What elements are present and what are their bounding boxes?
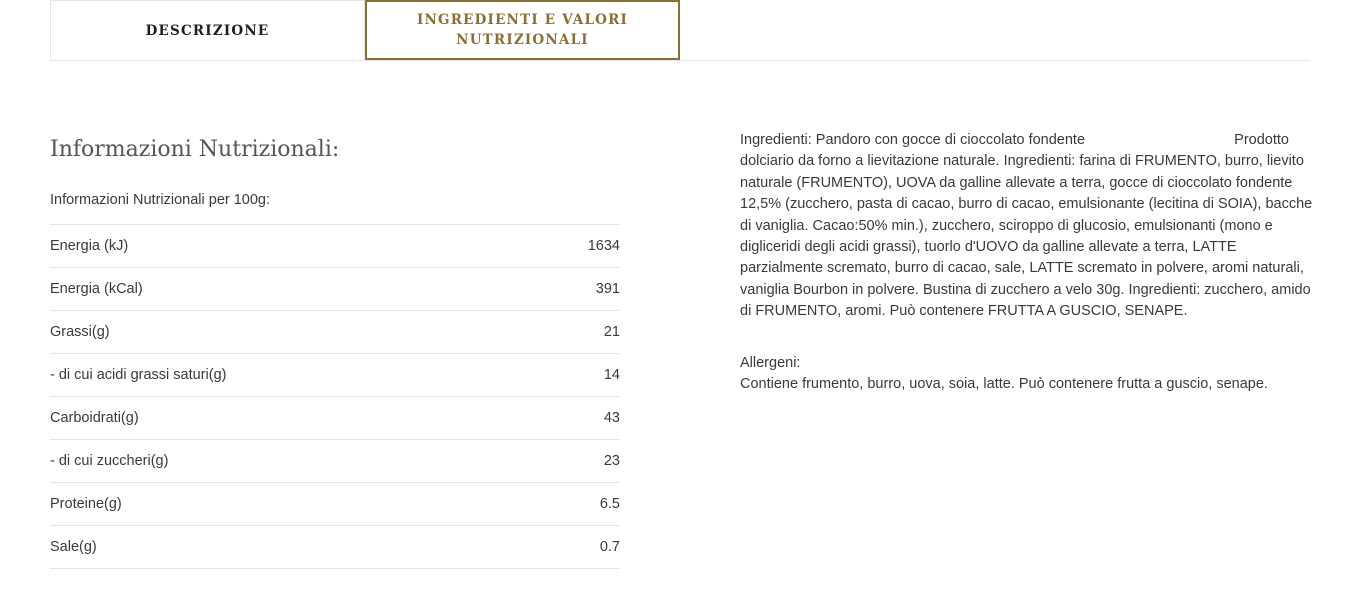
nutrient-value: 14 bbox=[603, 367, 620, 383]
table-row bbox=[50, 311, 620, 354]
table-row bbox=[50, 526, 620, 569]
nutrition-subtitle: Informazioni Nutrizionali per 100g: bbox=[50, 192, 271, 208]
nutrition-table bbox=[50, 224, 620, 569]
nutrient-value: 391 bbox=[595, 281, 620, 297]
nutrient-value: 6.5 bbox=[599, 496, 620, 512]
nutrient-label: Carboidrati(g) bbox=[50, 410, 139, 426]
tab-description-label: DESCRIZIONE bbox=[145, 22, 270, 39]
ingredients-text: dolciario da forno a lievitazione naturale. Ingredienti: farina di FRUMENTO, burro, lievito naturale (FRUMENTO), UOVA da galline allevate a terra, gocce di cioccolato fondente 12,5% (zucchero, pasta di cacao, burro di cacao, emulsionante (lecitina di SOIA), bacche di vaniglia. Cacao:50% min.), zucchero, sciroppo di glucosio, emulsionanti (mono e digliceridi degli acidi grassi), tuorlo d'UOVO da galline allevate a terra, LATTE parzialmente scremato, burro di cacao, sale, LATTE scremato in polvere, aromi naturali, vaniglia Bourbon in polvere. Bustina di zucchero a velo 30g. Ingredienti: zucchero, amido di FRUMENTO, aromi. Può contenere FRUTTA A GUSCIO, SENAPE. bbox=[740, 153, 1313, 320]
nutrient-label: Energia (kJ) bbox=[50, 238, 129, 254]
tab-description[interactable] bbox=[50, 0, 365, 60]
nutrient-value: 23 bbox=[603, 453, 620, 469]
nutrient-value: 1634 bbox=[587, 238, 620, 254]
ingredients-section bbox=[740, 130, 1315, 395]
tab-ingredients-label: INGREDIENTI E VALORI NUTRIZIONALI bbox=[416, 12, 629, 48]
table-row bbox=[50, 397, 620, 440]
nutrient-label: Proteine(g) bbox=[50, 496, 122, 512]
nutrient-label: Sale(g) bbox=[50, 539, 97, 555]
table-row bbox=[50, 225, 620, 268]
tab-bar bbox=[50, 0, 1310, 61]
allergens-label: Allergeni: bbox=[740, 354, 801, 371]
nutrient-label: Energia (kCal) bbox=[50, 281, 143, 297]
nutrition-title: Informazioni Nutrizionali: bbox=[50, 137, 340, 162]
nutrient-value: 21 bbox=[603, 324, 620, 340]
nutrient-label: Grassi(g) bbox=[50, 324, 110, 340]
ingredients-intro-end: Prodotto bbox=[1234, 132, 1289, 148]
tab-ingredients-nutrition[interactable] bbox=[365, 0, 680, 60]
ingredients-intro: Ingredienti: Pandoro con gocce di cioccolato fondente bbox=[740, 132, 1086, 148]
table-row bbox=[50, 354, 620, 397]
nutrition-section bbox=[50, 130, 620, 555]
table-row bbox=[50, 268, 620, 311]
nutrient-label: - di cui acidi grassi saturi(g) bbox=[50, 367, 227, 383]
ingredients-first-line bbox=[740, 130, 1315, 151]
table-row bbox=[50, 440, 620, 483]
allergens-block bbox=[740, 353, 1315, 396]
nutrient-label: - di cui zuccheri(g) bbox=[50, 453, 169, 469]
nutrient-value: 0.7 bbox=[599, 539, 620, 555]
table-row bbox=[50, 483, 620, 526]
allergens-text: Contiene frumento, burro, uova, soia, latte. Può contenere frutta a guscio, senape. bbox=[740, 376, 1268, 393]
nutrient-value: 43 bbox=[603, 410, 620, 426]
